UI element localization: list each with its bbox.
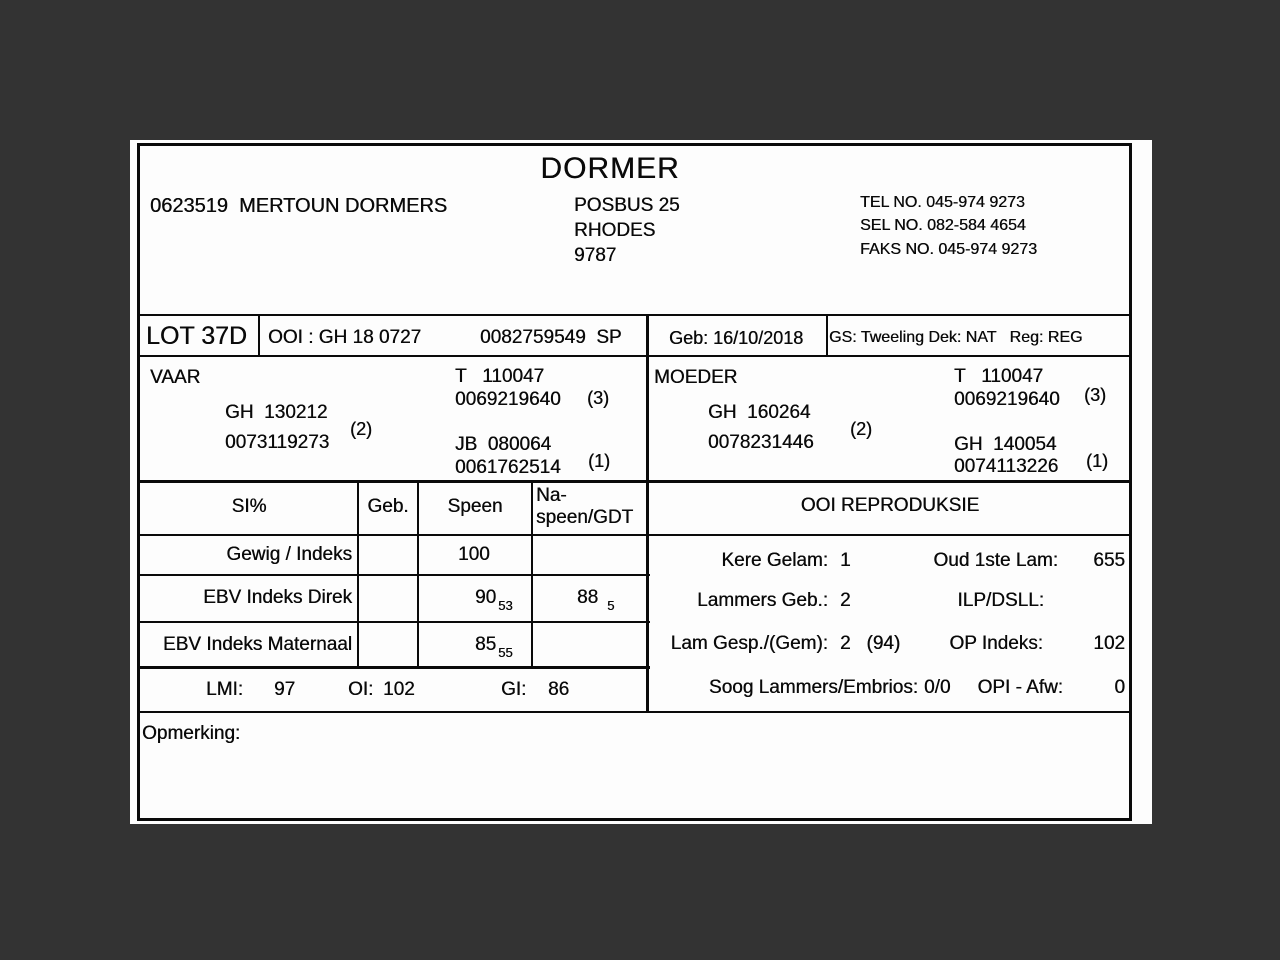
- grid-line: [140, 534, 1129, 536]
- geb-col-header: Geb.: [367, 496, 409, 517]
- si-value-naspeen: [577, 587, 615, 613]
- phone-line: TEL NO. 045-974 9273: [860, 194, 1025, 211]
- lot-flags: GS: Tweeling Dek: NAT Reg: REG: [829, 329, 1083, 346]
- sire-name: GH 130212: [225, 402, 328, 423]
- si-value-speen: [475, 587, 513, 613]
- dam-dam-name: GH 140054: [954, 434, 1057, 455]
- grid-line: [646, 314, 649, 713]
- dam-name: GH 160264: [708, 402, 811, 423]
- repro-value-left: 1: [840, 550, 851, 571]
- repro-label-right: Oud 1ste Lam:: [933, 550, 1058, 571]
- animal-id: 0082759549 SP: [480, 327, 622, 348]
- oi-value: 102: [383, 679, 415, 700]
- sire-dam-id: 0061762514: [455, 457, 561, 478]
- grid-line: [140, 574, 650, 576]
- dam-label: MOEDER: [654, 367, 738, 388]
- grid-line: [140, 666, 650, 669]
- address-block: [574, 195, 680, 267]
- sire-dam-gen: (1): [588, 451, 610, 471]
- lmi-label: LMI:: [206, 679, 243, 700]
- gi-value: 86: [548, 679, 570, 700]
- speen-col-header: Speen: [447, 496, 503, 517]
- dam-id: 0078231446: [708, 432, 814, 453]
- address-line-2: RHODES: [574, 219, 656, 241]
- repro-label-left: Kere Gelam:: [721, 550, 828, 571]
- sire-sire-name: T 110047: [455, 366, 545, 387]
- si-value-accuracy: 55: [498, 645, 513, 660]
- animal-reg: OOI : GH 18 0727: [268, 327, 422, 348]
- si-row-label: EBV Indeks Direk: [203, 587, 352, 608]
- si-value-accuracy: 5: [607, 598, 615, 613]
- si-value-accuracy: 53: [498, 598, 513, 613]
- naspeen-header-line2: speen/GDT: [536, 506, 634, 528]
- reproduction-title: OOI REPRODUKSIE: [800, 495, 980, 516]
- dam-sire-gen: (3): [1084, 385, 1106, 405]
- sire-sire-gen: (3): [587, 388, 609, 408]
- repro-label-right: OPI - Afw:: [977, 677, 1063, 698]
- card-frame: [137, 143, 1132, 821]
- gi-label: GI:: [501, 679, 527, 700]
- dam-sire-name: T 110047: [954, 366, 1044, 387]
- dam-gen: (2): [850, 419, 872, 439]
- sire-sire-id: 0069219640: [455, 389, 561, 410]
- sire-label: VAAR: [150, 367, 201, 388]
- si-value-speen: 100: [458, 544, 490, 565]
- grid-line: [140, 480, 1129, 483]
- si-value-speen: [475, 634, 513, 660]
- grid-line: [140, 621, 650, 623]
- oi-label: OI:: [348, 679, 374, 700]
- dam-dam-id: 0074113226: [954, 456, 1059, 477]
- address-line-3: 9787: [574, 244, 617, 266]
- grid-line: [258, 314, 260, 357]
- grid-line: [140, 711, 1129, 713]
- si-row-label: Gewig / Indeks: [226, 544, 352, 565]
- lot-number: LOT 37D: [146, 322, 247, 350]
- repro-label-left: Lam Gesp./(Gem):: [670, 633, 828, 654]
- breeder-name: 0623519 MERTOUN DORMERS: [150, 195, 448, 217]
- sire-dam-name: JB 080064: [455, 434, 552, 455]
- page-title: DORMER: [540, 152, 680, 185]
- si-value-main: 85: [475, 634, 497, 655]
- repro-label-left: Soog Lammers/Embrios:: [708, 677, 918, 698]
- repro-label-right: ILP/DSLL:: [957, 590, 1044, 611]
- repro-value-right: 0: [1114, 677, 1125, 698]
- birth-date: Geb: 16/10/2018: [669, 328, 804, 348]
- grid-line: [140, 314, 1129, 316]
- sire-id: 0073119273: [225, 432, 330, 453]
- repro-value-left: 2: [840, 590, 851, 611]
- cell-line: SEL NO. 082-584 4654: [860, 217, 1026, 235]
- lmi-value: 97: [274, 679, 296, 700]
- grid-line: [826, 314, 828, 357]
- si-col-header: SI%: [231, 496, 267, 517]
- remark-label: Opmerking:: [142, 723, 241, 744]
- si-value-main: 88: [577, 587, 599, 608]
- document-page: [130, 140, 1152, 824]
- contact-block: [860, 194, 1037, 259]
- grid-line: [140, 355, 1129, 357]
- si-row-label: EBV Indeks Maternaal: [162, 634, 352, 655]
- repro-label-right: OP Indeks:: [949, 633, 1043, 654]
- naspeen-header-line1: Na-: [536, 485, 567, 506]
- si-value-main: 90: [475, 587, 497, 608]
- naspeen-col-header: [536, 485, 633, 529]
- sire-gen: (2): [350, 419, 372, 439]
- address-line-1: POSBUS 25: [574, 195, 680, 216]
- repro-value-right: 102: [1093, 633, 1125, 654]
- fax-line: FAKS NO. 045-974 9273: [860, 240, 1037, 258]
- repro-value-left: 0/0: [924, 677, 951, 698]
- dam-dam-gen: (1): [1086, 451, 1108, 471]
- dam-sire-id: 0069219640: [954, 389, 1060, 410]
- repro-value-right: 655: [1093, 550, 1125, 571]
- repro-value-left: 2 (94): [840, 633, 901, 654]
- repro-label-left: Lammers Geb.:: [697, 590, 828, 611]
